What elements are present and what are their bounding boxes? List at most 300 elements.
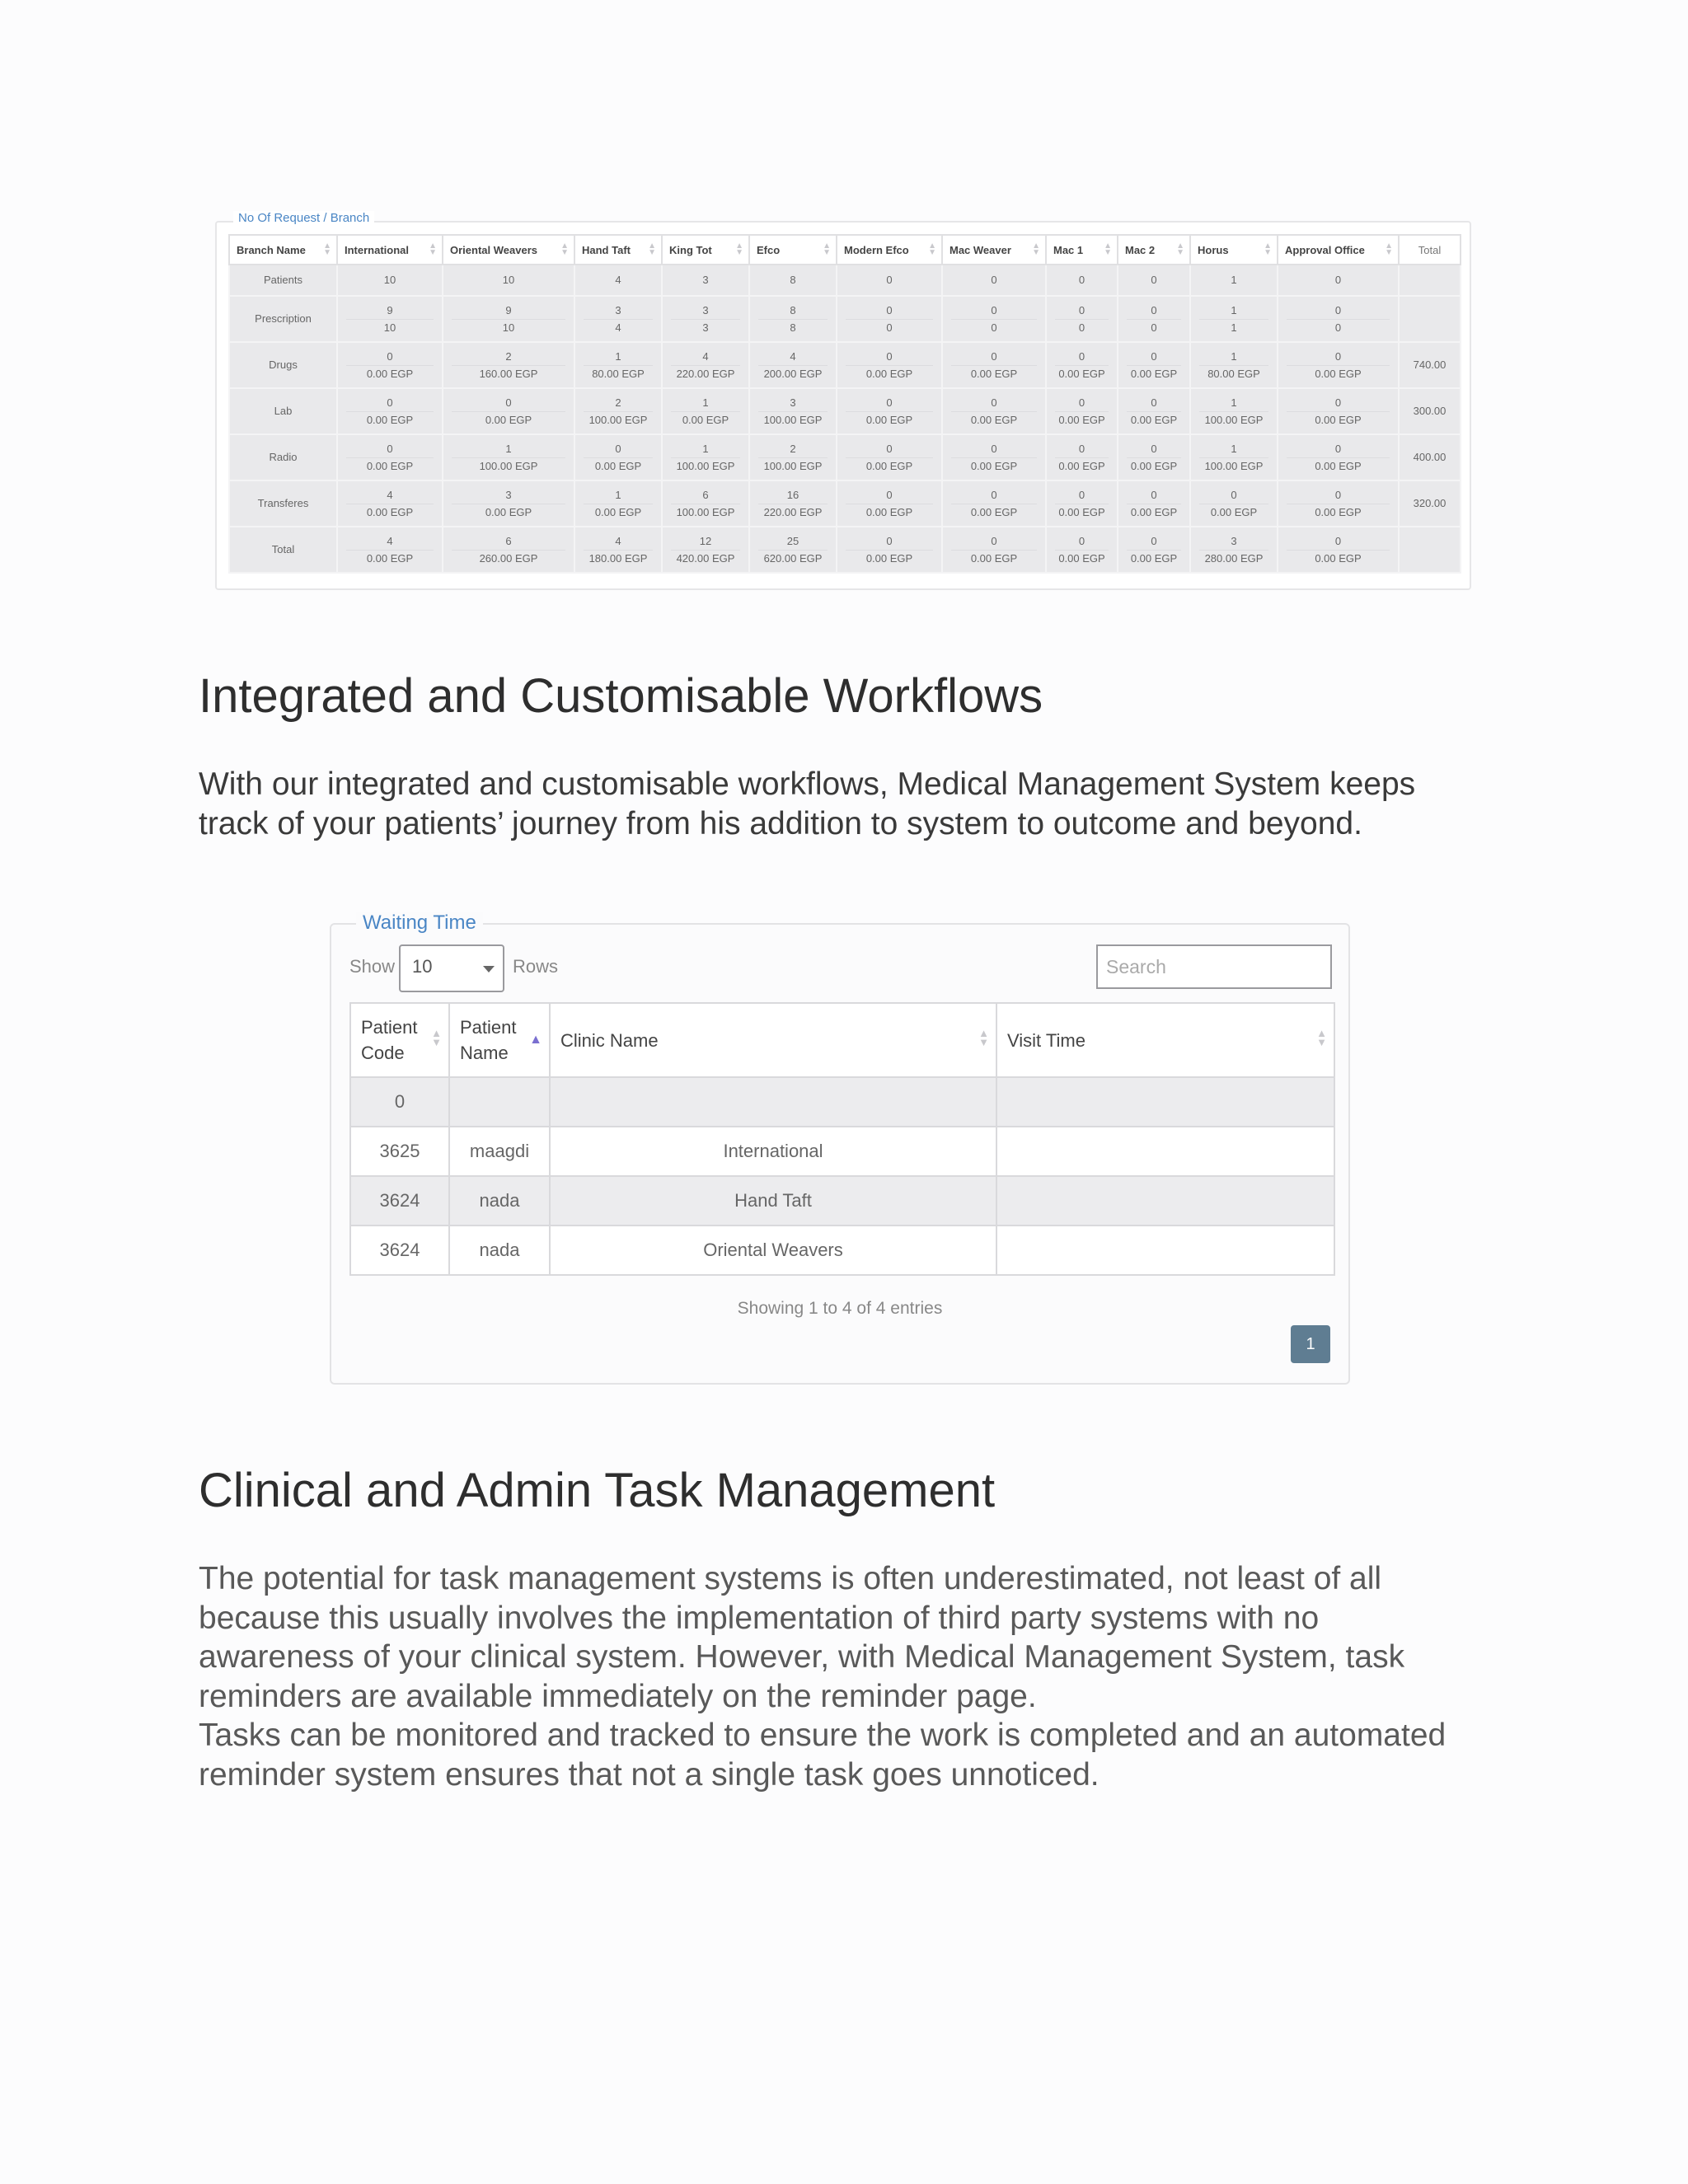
- table-cell: [574, 342, 662, 388]
- rows-per-page-select[interactable]: [399, 944, 504, 992]
- count-value: 0: [1078, 488, 1085, 501]
- amount-value: 0.00 EGP: [1287, 504, 1390, 521]
- amount-value: 0: [1287, 319, 1390, 336]
- column-header[interactable]: Modern Efco ▲ ▼: [837, 235, 942, 265]
- count-value: 25: [786, 534, 799, 547]
- table-cell: [1118, 434, 1190, 480]
- count-value: 0: [387, 396, 393, 409]
- visit-time-cell: [996, 1176, 1334, 1226]
- amount-value: 0.00 EGP: [1055, 365, 1109, 382]
- amount-value: 280.00 EGP: [1199, 550, 1268, 567]
- table-cell: [337, 480, 443, 527]
- count-value: 0: [991, 349, 997, 363]
- count-value: 0: [505, 396, 512, 409]
- amount-value: 100.00 EGP: [671, 457, 740, 475]
- count-value: 3: [505, 488, 512, 501]
- table-cell: [1190, 527, 1278, 573]
- table-cell: [443, 527, 574, 573]
- count-value: 0: [1231, 488, 1237, 501]
- count-value: 0: [886, 442, 893, 455]
- amount-value: 100.00 EGP: [452, 457, 565, 475]
- sort-icon: ▲ ▼: [735, 241, 743, 257]
- paragraph-line: awareness of your clinical system. However, with Medical Management System, task: [199, 1639, 1405, 1675]
- count-value: 10: [383, 274, 396, 286]
- table-cell: [837, 527, 942, 573]
- count-value: 0: [1151, 534, 1157, 547]
- table-cell: [443, 342, 574, 388]
- table-cell: [662, 527, 749, 573]
- count-value: 0: [1334, 349, 1342, 363]
- count-value: 3: [790, 396, 796, 409]
- patient-code-cell: 3624: [350, 1226, 449, 1275]
- row-label: Prescription: [229, 296, 337, 342]
- count-value: 4: [790, 349, 796, 363]
- table-cell: [837, 480, 942, 527]
- sort-icon: ▲ ▼: [1104, 241, 1112, 257]
- sort-icon: ▲ ▼: [323, 241, 331, 257]
- column-header-patient-code[interactable]: Patient Code ▲ ▼: [350, 1003, 449, 1077]
- column-header[interactable]: Oriental Weavers ▲ ▼: [443, 235, 574, 265]
- table-cell: [837, 265, 942, 296]
- table-row: [229, 342, 1461, 388]
- table-cell: [1046, 265, 1118, 296]
- amount-value: 0: [1055, 319, 1109, 336]
- row-total-cell: 300.00: [1399, 388, 1461, 434]
- count-value: 1: [702, 396, 709, 409]
- table-cell: [337, 265, 443, 296]
- amount-value: 0.00 EGP: [846, 457, 933, 475]
- table-cell: [1278, 527, 1399, 573]
- amount-value: 0: [951, 319, 1037, 336]
- row-total-cell: 400.00: [1399, 434, 1461, 480]
- count-value: 4: [387, 534, 393, 547]
- visit-time-cell: [996, 1226, 1334, 1275]
- count-value: 1: [1231, 274, 1237, 286]
- amount-value: 0.00 EGP: [346, 550, 434, 567]
- count-value: 0: [991, 442, 997, 455]
- row-label: Total: [229, 527, 337, 573]
- count-value: 4: [615, 534, 621, 547]
- amount-value: 1: [1199, 319, 1268, 336]
- table-row[interactable]: [350, 1176, 1334, 1226]
- amount-value: 4: [584, 319, 653, 336]
- row-label: Transferes: [229, 480, 337, 527]
- count-value: 1: [702, 442, 709, 455]
- table-row[interactable]: [350, 1226, 1334, 1275]
- table-cell: [749, 480, 837, 527]
- table-cell: [1190, 388, 1278, 434]
- sort-icon: ▲ ▼: [429, 241, 437, 257]
- count-value: 2: [505, 349, 512, 363]
- table-cell: [1046, 388, 1118, 434]
- table-row: [229, 265, 1461, 296]
- amount-value: 0.00 EGP: [951, 365, 1037, 382]
- table-cell: [837, 388, 942, 434]
- row-total-cell: [1399, 296, 1461, 342]
- column-header[interactable]: Efco ▲ ▼: [749, 235, 837, 265]
- table-cell: [337, 388, 443, 434]
- amount-value: 0.00 EGP: [346, 457, 434, 475]
- count-value: 0: [991, 274, 997, 286]
- table-cell: [574, 296, 662, 342]
- table-row: [229, 388, 1461, 434]
- amount-value: 0.00 EGP: [1127, 365, 1181, 382]
- amount-value: 0.00 EGP: [1287, 411, 1390, 429]
- count-value: 0: [1078, 274, 1085, 286]
- amount-value: 0.00 EGP: [671, 411, 740, 429]
- amount-value: 0.00 EGP: [346, 365, 434, 382]
- table-cell: [1278, 265, 1399, 296]
- table-cell: [942, 388, 1046, 434]
- count-value: 0: [886, 488, 893, 501]
- table-cell: [837, 342, 942, 388]
- amount-value: 0.00 EGP: [1055, 550, 1109, 567]
- table-cell: [337, 527, 443, 573]
- patient-name-cell: nada: [449, 1176, 550, 1226]
- table-cell: [1278, 434, 1399, 480]
- count-value: 3: [702, 303, 709, 316]
- count-value: 8: [790, 303, 796, 316]
- paragraph-line: reminder system ensures that not a single task goes unnoticed.: [199, 1756, 1100, 1793]
- count-value: 0: [387, 442, 393, 455]
- count-value: 4: [615, 274, 621, 286]
- table-cell: [1118, 265, 1190, 296]
- amount-value: 0.00 EGP: [346, 504, 434, 521]
- amount-value: 0.00 EGP: [951, 550, 1037, 567]
- count-value: 1: [1231, 303, 1237, 316]
- show-label: Show: [349, 956, 396, 977]
- table-cell: [749, 388, 837, 434]
- amount-value: 0.00 EGP: [584, 457, 653, 475]
- amount-value: 10: [346, 319, 434, 336]
- sort-icon: ▲ ▼: [978, 1027, 989, 1048]
- count-value: 10: [502, 274, 515, 286]
- amount-value: 0.00 EGP: [1127, 457, 1181, 475]
- table-cell: [574, 265, 662, 296]
- workflows-heading: Integrated and Customisable Workflows: [199, 669, 1043, 723]
- count-value: 0: [1334, 274, 1342, 286]
- count-value: 2: [615, 396, 621, 409]
- table-cell: [1190, 265, 1278, 296]
- column-header-visit-time[interactable]: Visit Time ▲ ▼: [996, 1003, 1334, 1077]
- column-header[interactable]: Horus ▲ ▼: [1190, 235, 1278, 265]
- column-header[interactable]: International ▲ ▼: [337, 235, 443, 265]
- clinic-name-cell: Hand Taft: [550, 1176, 996, 1226]
- paragraph-line: Tasks can be monitored and tracked to ensure the work is completed and an automated: [199, 1718, 1447, 1753]
- table-info-text: Showing 1 to 4 of 4 entries: [737, 1299, 943, 1318]
- amount-value: 100.00 EGP: [1199, 411, 1268, 429]
- table-cell: [443, 434, 574, 480]
- count-value: 0: [1078, 534, 1085, 547]
- count-value: 0: [1334, 396, 1342, 409]
- table-cell: [574, 388, 662, 434]
- table-cell: [749, 434, 837, 480]
- count-value: 0: [1151, 274, 1157, 286]
- table-cell: [1046, 296, 1118, 342]
- table-cell: [1046, 434, 1118, 480]
- search-input[interactable]: [1096, 944, 1332, 989]
- count-value: 0: [991, 396, 997, 409]
- sort-icon: ▲ ▼: [1032, 241, 1040, 257]
- clinic-name-cell: International: [550, 1127, 996, 1176]
- table-cell: [1118, 388, 1190, 434]
- amount-value: 80.00 EGP: [1199, 365, 1268, 382]
- amount-value: 0: [846, 319, 933, 336]
- count-value: 0: [991, 303, 997, 316]
- amount-value: 0.00 EGP: [1127, 411, 1181, 429]
- waiting-time-panel: [330, 912, 1350, 1385]
- amount-value: 0.00 EGP: [1127, 504, 1181, 521]
- row-label: Drugs: [229, 342, 337, 388]
- table-cell: [1278, 388, 1399, 434]
- table-row[interactable]: [350, 1127, 1334, 1176]
- amount-value: 0.00 EGP: [846, 550, 933, 567]
- count-value: 0: [1334, 303, 1342, 316]
- paragraph-line: The potential for task management systems is often underestimated, not least of all: [199, 1561, 1382, 1596]
- table-cell: [1278, 296, 1399, 342]
- table-cell: [443, 296, 574, 342]
- column-header[interactable]: King Tot ▲ ▼: [662, 235, 749, 265]
- column-header[interactable]: Mac 2 ▲ ▼: [1118, 235, 1190, 265]
- amount-value: 10: [452, 319, 565, 336]
- amount-value: 0.00 EGP: [346, 411, 434, 429]
- table-cell: [662, 434, 749, 480]
- count-value: 0: [886, 349, 893, 363]
- sort-icon: ▲ ▼: [1264, 241, 1272, 257]
- count-value: 4: [387, 488, 393, 501]
- amount-value: 0.00 EGP: [584, 504, 653, 521]
- sort-icon: ▲ ▼: [928, 241, 936, 257]
- patient-name-cell: [449, 1077, 550, 1127]
- visit-time-cell: [996, 1127, 1334, 1176]
- count-value: 0: [1151, 488, 1157, 501]
- amount-value: 100.00 EGP: [671, 504, 740, 521]
- amount-value: 0.00 EGP: [1199, 504, 1268, 521]
- count-value: 0: [1334, 534, 1342, 547]
- amount-value: 80.00 EGP: [584, 365, 653, 382]
- amount-value: 0.00 EGP: [1287, 365, 1390, 382]
- rows-label: Rows: [513, 956, 559, 977]
- count-value: 0: [387, 349, 393, 363]
- count-value: 8: [790, 274, 796, 286]
- column-header[interactable]: Approval Office ▲ ▼: [1278, 235, 1399, 265]
- clinic-name-cell: [550, 1077, 996, 1127]
- table-cell: [574, 434, 662, 480]
- patient-name-cell: maagdi: [449, 1127, 550, 1176]
- amount-value: 3: [671, 319, 740, 336]
- paragraph-line: With our integrated and customisable workflows, Medical Management System keeps: [199, 766, 1416, 802]
- amount-value: 620.00 EGP: [758, 550, 828, 567]
- table-cell: [749, 296, 837, 342]
- count-value: 0: [886, 534, 893, 547]
- table-row: [229, 296, 1461, 342]
- row-label: Patients: [229, 265, 337, 296]
- amount-value: 100.00 EGP: [758, 457, 828, 475]
- task-management-paragraph: [199, 1559, 1501, 1794]
- table-cell: [1118, 527, 1190, 573]
- amount-value: 0.00 EGP: [1127, 550, 1181, 567]
- amount-value: 200.00 EGP: [758, 365, 828, 382]
- visit-time-cell: [996, 1077, 1334, 1127]
- table-cell: [942, 265, 1046, 296]
- table-row: [229, 527, 1461, 573]
- table-cell: [574, 480, 662, 527]
- table-cell: [1046, 527, 1118, 573]
- table-cell: [1046, 480, 1118, 527]
- patient-name-cell: nada: [449, 1226, 550, 1275]
- table-cell: [337, 296, 443, 342]
- paragraph-line: reminders are available immediately on the reminder page.: [199, 1678, 1037, 1714]
- table-cell: [749, 527, 837, 573]
- table-cell: [942, 296, 1046, 342]
- sort-ascending-icon: ▲: [529, 1033, 542, 1047]
- count-value: 0: [1078, 396, 1085, 409]
- patient-code-cell: 0: [350, 1077, 449, 1127]
- row-label: Radio: [229, 434, 337, 480]
- count-value: 1: [615, 349, 621, 363]
- table-row: [229, 480, 1461, 527]
- table-cell: [337, 434, 443, 480]
- table-cell: [942, 342, 1046, 388]
- count-value: 0: [615, 442, 621, 455]
- count-value: 9: [505, 303, 512, 316]
- table-row[interactable]: [350, 1077, 1334, 1127]
- amount-value: 0.00 EGP: [452, 504, 565, 521]
- amount-value: 0.00 EGP: [452, 411, 565, 429]
- count-value: 1: [1231, 442, 1237, 455]
- table-cell: [837, 296, 942, 342]
- sort-icon: ▲ ▼: [431, 1027, 442, 1048]
- count-value: 0: [991, 534, 997, 547]
- column-header-patient-name[interactable]: Patient Name ▲: [449, 1003, 550, 1077]
- table-cell: [837, 434, 942, 480]
- table-cell: [443, 265, 574, 296]
- amount-value: 0.00 EGP: [1287, 550, 1390, 567]
- table-cell: [337, 342, 443, 388]
- table-cell: [1190, 434, 1278, 480]
- table-cell: [662, 296, 749, 342]
- column-header-clinic-name[interactable]: Clinic Name ▲ ▼: [550, 1003, 996, 1077]
- count-value: 3: [702, 274, 709, 286]
- patient-code-cell: 3625: [350, 1127, 449, 1176]
- sort-icon: ▲ ▼: [560, 241, 569, 257]
- table-cell: [749, 342, 837, 388]
- count-value: 0: [1334, 488, 1342, 501]
- task-management-heading: Clinical and Admin Task Management: [199, 1464, 996, 1517]
- branch-requests-table: [228, 234, 1461, 574]
- rows-per-page-value: 10: [412, 956, 433, 977]
- count-value: 0: [1078, 303, 1085, 316]
- amount-value: 0: [1127, 319, 1181, 336]
- table-cell: [749, 265, 837, 296]
- table-cell: [443, 388, 574, 434]
- row-total-cell: 740.00: [1399, 342, 1461, 388]
- pagination-page-button[interactable]: 1: [1291, 1325, 1330, 1363]
- amount-value: 0.00 EGP: [846, 504, 933, 521]
- amount-value: 0.00 EGP: [1055, 457, 1109, 475]
- workflows-paragraph: [199, 765, 1501, 843]
- count-value: 0: [991, 488, 997, 501]
- sort-icon: ▲ ▼: [1316, 1027, 1327, 1048]
- amount-value: 420.00 EGP: [671, 550, 740, 567]
- waiting-time-table: [349, 1002, 1335, 1276]
- amount-value: 0.00 EGP: [951, 411, 1037, 429]
- table-cell: [1118, 296, 1190, 342]
- count-value: 1: [615, 488, 621, 501]
- amount-value: 260.00 EGP: [452, 550, 565, 567]
- amount-value: 0.00 EGP: [951, 457, 1037, 475]
- amount-value: 220.00 EGP: [758, 504, 828, 521]
- table-cell: [1118, 342, 1190, 388]
- count-value: 0: [1151, 396, 1157, 409]
- amount-value: 100.00 EGP: [1199, 457, 1268, 475]
- count-value: 3: [1231, 534, 1237, 547]
- amount-value: 100.00 EGP: [758, 411, 828, 429]
- table-cell: [662, 388, 749, 434]
- table-cell: [662, 480, 749, 527]
- count-value: 0: [886, 396, 893, 409]
- count-value: 0: [886, 274, 893, 286]
- row-total-cell: [1399, 527, 1461, 573]
- sort-icon: ▲ ▼: [823, 241, 831, 257]
- amount-value: 180.00 EGP: [584, 550, 653, 567]
- count-value: 0: [886, 303, 893, 316]
- column-header[interactable]: Mac 1 ▲ ▼: [1046, 235, 1118, 265]
- column-header[interactable]: Branch Name ▲ ▼: [229, 235, 337, 265]
- count-value: 12: [699, 534, 712, 547]
- table-cell: [574, 527, 662, 573]
- amount-value: 0.00 EGP: [951, 504, 1037, 521]
- patient-code-cell: 3624: [350, 1176, 449, 1226]
- row-label: Lab: [229, 388, 337, 434]
- count-value: 1: [505, 442, 512, 455]
- count-value: 0: [1334, 442, 1342, 455]
- row-total-cell: [1399, 265, 1461, 296]
- count-value: 6: [505, 534, 512, 547]
- count-value: 0: [1151, 303, 1157, 316]
- table-cell: [1190, 296, 1278, 342]
- branch-requests-legend: No Of Request / Branch: [233, 211, 374, 225]
- table-cell: [942, 480, 1046, 527]
- paragraph-line: because this usually involves the implementation of third party systems with no: [199, 1600, 1320, 1636]
- sort-icon: ▲ ▼: [1176, 241, 1184, 257]
- amount-value: 0.00 EGP: [1055, 411, 1109, 429]
- count-value: 2: [790, 442, 796, 455]
- column-header[interactable]: Hand Taft ▲ ▼: [574, 235, 662, 265]
- table-cell: [662, 342, 749, 388]
- count-value: 6: [702, 488, 709, 501]
- table-cell: [942, 527, 1046, 573]
- row-total-cell: 320.00: [1399, 480, 1461, 527]
- column-header[interactable]: Total: [1399, 235, 1461, 265]
- count-value: 0: [1078, 349, 1085, 363]
- amount-value: 220.00 EGP: [671, 365, 740, 382]
- amount-value: 0.00 EGP: [1287, 457, 1390, 475]
- count-value: 4: [702, 349, 709, 363]
- table-cell: [1190, 480, 1278, 527]
- waiting-time-legend: Waiting Time: [356, 912, 483, 935]
- paragraph-line: track of your patients’ journey from his addition to system to outcome and beyond.: [199, 805, 1362, 841]
- count-value: 3: [615, 303, 621, 316]
- amount-value: 160.00 EGP: [452, 365, 565, 382]
- count-value: 1: [1231, 396, 1237, 409]
- table-cell: [1190, 342, 1278, 388]
- amount-value: 0.00 EGP: [1055, 504, 1109, 521]
- branch-requests-panel: [215, 211, 1471, 590]
- column-header[interactable]: Mac Weaver ▲ ▼: [942, 235, 1046, 265]
- sort-icon: ▲ ▼: [648, 241, 656, 257]
- count-value: 9: [387, 303, 393, 316]
